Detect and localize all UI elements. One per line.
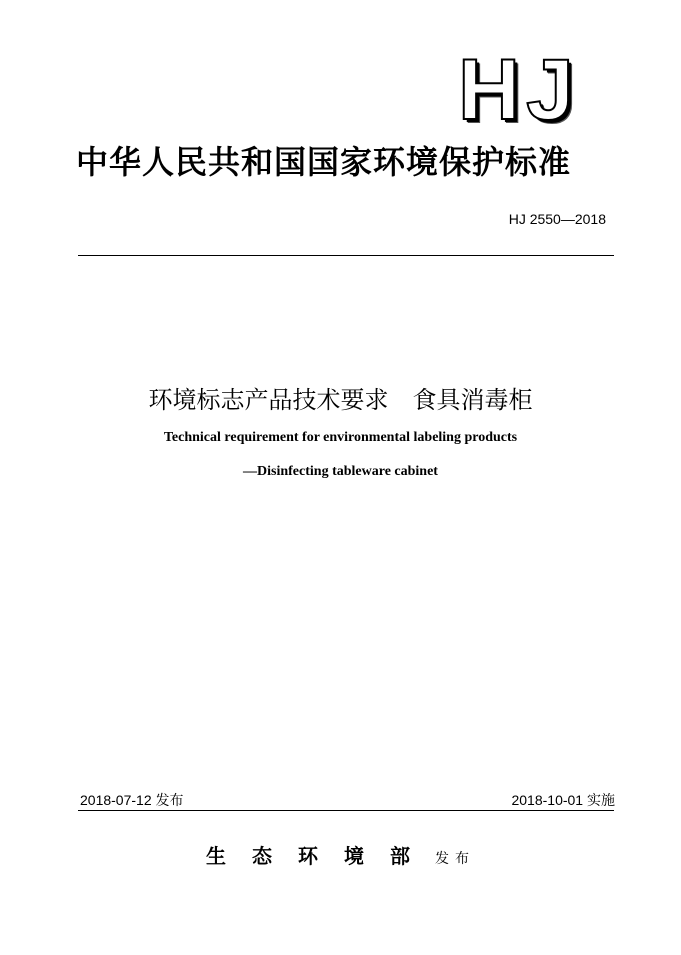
- publisher-name: 生态环境部: [205, 844, 436, 868]
- standard-code: HJ 2550—2018: [508, 211, 606, 227]
- footer-divider: [78, 810, 614, 811]
- publisher-suffix: 发布: [435, 851, 476, 867]
- title-chinese: 环境标志产品技术要求 食具消毒柜: [148, 386, 533, 414]
- issue-date: 2018-07-12 发布: [80, 792, 184, 808]
- title-english-line1: Technical requirement for environmental labeling products: [163, 430, 518, 445]
- organization-title: 中华人民共和国国家环境保护标准: [76, 143, 572, 181]
- implementation-date: 2018-10-01 实施: [511, 792, 615, 808]
- publisher: [0, 840, 681, 869]
- hj-logo-text: HJ: [458, 42, 580, 138]
- hj-logo: [458, 42, 608, 138]
- header-divider: [78, 255, 614, 256]
- title-english-line2: —Disinfecting tableware cabinet: [243, 464, 438, 479]
